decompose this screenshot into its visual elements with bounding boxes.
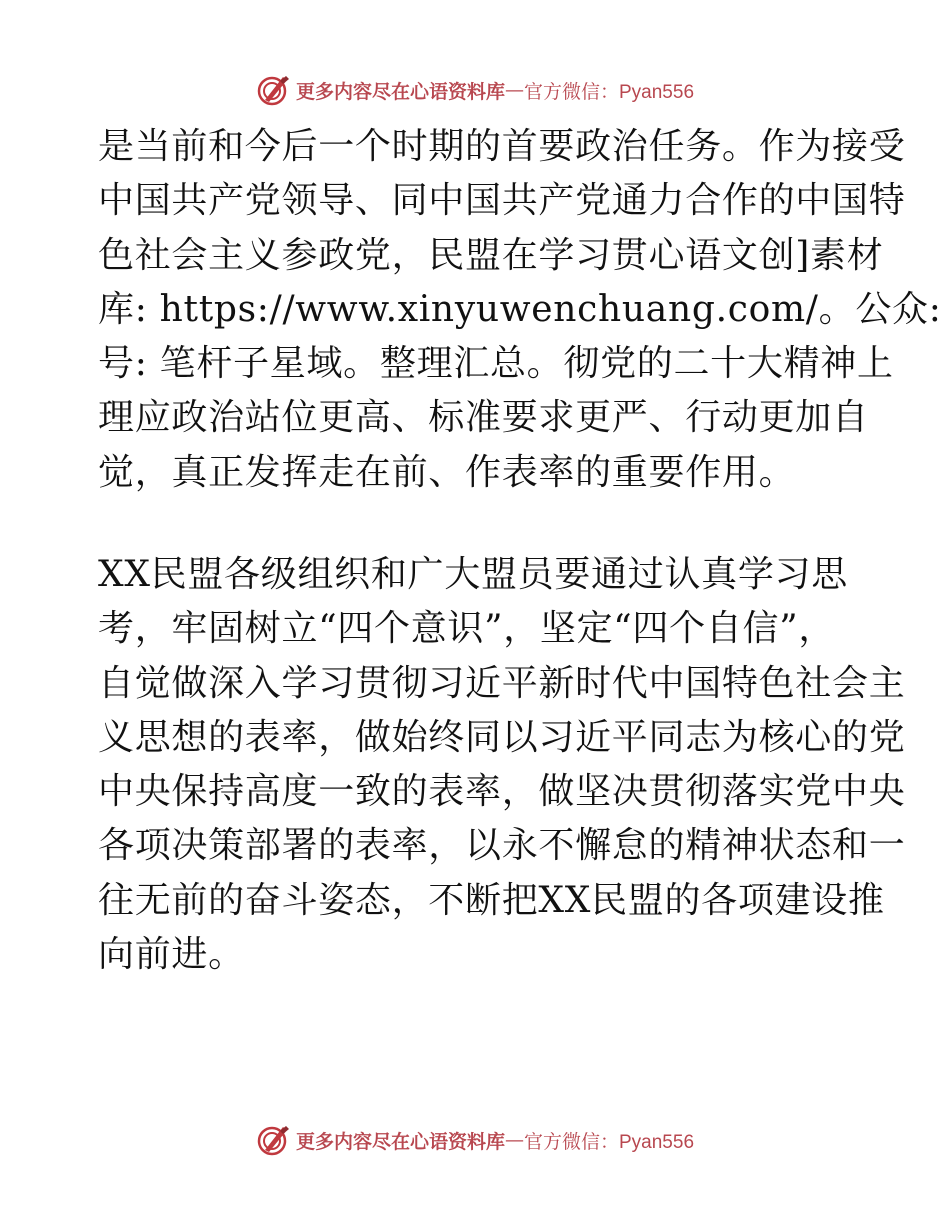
paragraph-line: 中央保持高度一致的表率，做坚决贯彻落实党中央 xyxy=(98,771,906,813)
watermark-brand-text: 更多内容尽在心语资料库 xyxy=(295,80,505,103)
paragraph-line: 自觉做深入学习贯彻习近平新时代中国特色社会主 xyxy=(98,662,906,704)
footer-watermark xyxy=(0,1122,950,1158)
header-watermark xyxy=(0,72,950,108)
quill-logo-icon xyxy=(256,1122,292,1158)
paragraph-line: 中国共产党领导、同中国共产党通力合作的中国特 xyxy=(98,180,906,222)
paragraph-line: 理应政治站位更高、标准要求更严、行动更加自 xyxy=(98,397,869,439)
paragraph-line: 往无前的奋斗姿态，不断把XX民盟的各项建设推 xyxy=(98,879,885,921)
paragraph-line: 库: https://www.xinyuwenchuang.com/。公众: xyxy=(98,288,942,330)
quill-logo-icon xyxy=(256,72,292,108)
body-paragraph xyxy=(98,548,906,982)
paragraph-line: 是当前和今后一个时期的首要政治任务。作为接受 xyxy=(98,126,906,167)
watermark-brand-text: 更多内容尽在心语资料库 xyxy=(295,1130,505,1153)
watermark-contact-text: 官方微信：Pyan556 xyxy=(524,1131,695,1153)
watermark-contact-text: 官方微信：Pyan556 xyxy=(524,81,695,103)
paragraph-line: 向前进。 xyxy=(98,934,245,976)
body-paragraph xyxy=(98,120,942,500)
paragraph-line: 考，牢固树立“四个意识”，坚定“四个自信”， xyxy=(98,608,836,650)
paragraph-line: 觉，真正发挥走在前、作表率的重要作用。 xyxy=(98,451,796,493)
watermark-separator: — xyxy=(505,79,524,101)
paragraph-line: 号: 笔杆子星域。整理汇总。彻党的二十大精神上 xyxy=(98,343,894,385)
paragraph-line: 义思想的表率，做始终同以习近平同志为核心的党 xyxy=(98,716,906,758)
paragraph-line: 各项决策部署的表率，以永不懈怠的精神状态和一 xyxy=(98,825,906,867)
paragraph-line: XX民盟各级组织和广大盟员要通过认真学习思 xyxy=(98,554,848,595)
paragraph-line: 色社会主义参政党，民盟在学习贯心语文创]素材 xyxy=(98,234,884,276)
watermark-separator: — xyxy=(505,1129,524,1151)
